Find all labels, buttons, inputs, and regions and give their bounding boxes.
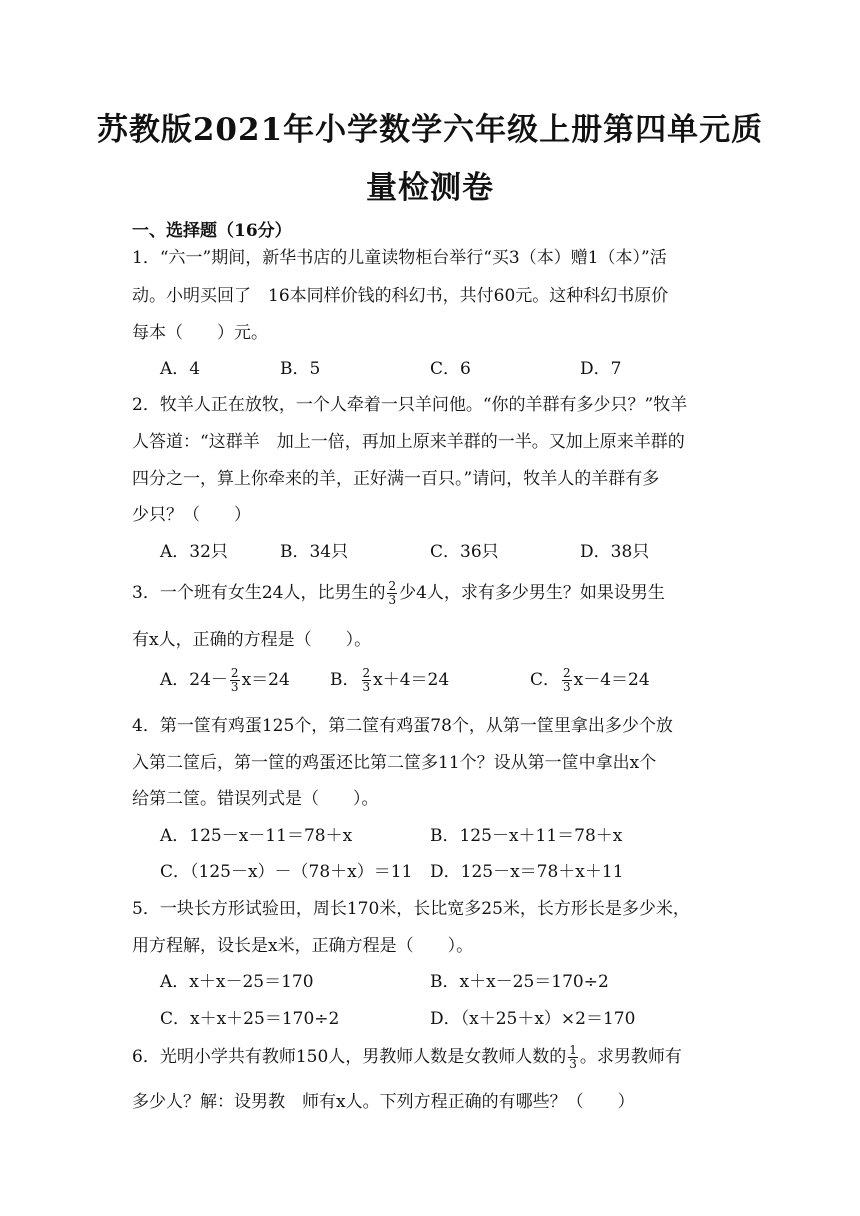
q3-option-a bbox=[160, 665, 290, 694]
q3-option-a-fraction-denominator: 3 bbox=[230, 680, 239, 694]
q4-line-2: 入第二筐后，第一筐的鸡蛋还比第二筐多11个？设从第一筐中拿出x个 bbox=[132, 753, 657, 773]
q5-line-1: 5．一块长方形试验田，周长170米，长比宽多25米，长方形长是多少米， bbox=[132, 899, 690, 919]
q3-option-a-fraction bbox=[230, 667, 240, 694]
q3-option-c bbox=[530, 665, 650, 694]
q5-option-b: B．x＋x－25＝170÷2 bbox=[430, 972, 609, 992]
q2-option-d: D．38只 bbox=[580, 542, 650, 562]
q3-option-a-suffix: x＝24 bbox=[241, 670, 290, 690]
q1-option-a: A．4 bbox=[160, 359, 201, 379]
document-title-line-2: 量检测卷 bbox=[366, 170, 494, 206]
section-heading-choice: 一、选择题（16分） bbox=[132, 221, 292, 241]
q4-line-3: 给第二筐。错误列式是（ ）。 bbox=[132, 789, 379, 809]
q1-option-c: C．6 bbox=[430, 359, 471, 379]
q3-option-c-suffix: x－4＝24 bbox=[573, 670, 650, 690]
q2-line-2: 人答道：“这群羊 加上一倍，再加上原来羊群的一半。又加上原来羊群的 bbox=[132, 432, 685, 452]
q3-option-c-fraction bbox=[562, 667, 572, 694]
q3-option-a-fraction-numerator: 2 bbox=[230, 666, 239, 680]
q5-option-d: D．（x＋25＋x）×2＝170 bbox=[430, 1009, 636, 1029]
q3-line-1 bbox=[132, 578, 665, 607]
q4-option-b: B．125－x＋11＝78＋x bbox=[430, 826, 623, 846]
q3-option-a-prefix: A．24－ bbox=[160, 670, 228, 690]
q6-fraction-denominator: 3 bbox=[569, 1057, 577, 1071]
q6-text-before-fraction: 6．光明小学共有教师150人，男教师人数是女教师人数的 bbox=[132, 1047, 567, 1067]
q1-line-2: 动。小明买回了 16本同样价钱的科幻书，共付60元。这种科幻书原价 bbox=[132, 286, 669, 306]
q3-option-b-fraction bbox=[362, 667, 372, 694]
q3-option-b-prefix: B． bbox=[330, 670, 360, 690]
document-title-line-1: 苏教版2021年小学数学六年级上册第四单元质 bbox=[96, 112, 764, 148]
q4-line-1: 4．第一筐有鸡蛋125个，第二筐有鸡蛋78个，从第一筐里拿出多少个放 bbox=[132, 716, 673, 736]
q4-option-d: D．125－x＝78＋x＋11 bbox=[430, 862, 624, 882]
q6-line-2: 多少人？解：设男教 师有x人。下列方程正确的有哪些？（ ） bbox=[132, 1092, 635, 1112]
q6-fraction-numerator: 1 bbox=[569, 1043, 577, 1057]
q2-line-1: 2．牧羊人正在放牧，一个人牵着一只羊问他。“你的羊群有多少只？”牧羊 bbox=[132, 395, 688, 415]
q5-option-c: C．x＋x＋25＝170÷2 bbox=[160, 1009, 340, 1029]
q1-line-1: 1．“六一”期间，新华书店的儿童读物柜台举行“买3（本）赠1（本）”活 bbox=[132, 248, 667, 268]
q3-option-c-fraction-denominator: 3 bbox=[563, 680, 571, 694]
q3-option-b-suffix: x＋4＝24 bbox=[373, 670, 450, 690]
q3-fraction-numerator: 2 bbox=[388, 579, 397, 593]
q6-line-1 bbox=[132, 1042, 682, 1071]
q3-option-b-fraction-denominator: 3 bbox=[362, 680, 371, 694]
q1-option-b: B．5 bbox=[280, 359, 321, 379]
q3-option-b bbox=[330, 665, 449, 694]
q2-option-b: B．34只 bbox=[280, 542, 349, 562]
q1-option-d: D．7 bbox=[580, 359, 622, 379]
q6-text-after-fraction: 。求男教师有 bbox=[579, 1047, 682, 1067]
q3-fraction bbox=[387, 580, 397, 607]
q3-text-before-fraction: 3．一个班有女生24人，比男生的 bbox=[132, 583, 386, 603]
q2-line-4: 少只？（ ） bbox=[132, 505, 251, 525]
q3-option-c-prefix: C． bbox=[530, 670, 561, 690]
q5-line-2: 用方程解，设长是x米，正确方程是（ ）。 bbox=[132, 936, 474, 956]
q1-line-3: 每本（ ）元。 bbox=[132, 323, 268, 343]
q3-line-2: 有x人，正确的方程是（ ）。 bbox=[132, 630, 372, 650]
q3-option-c-fraction-numerator: 2 bbox=[563, 666, 571, 680]
q2-option-c: C．36只 bbox=[430, 542, 499, 562]
q5-option-a: A．x＋x－25＝170 bbox=[160, 972, 314, 992]
q3-option-b-fraction-numerator: 2 bbox=[362, 666, 371, 680]
q2-line-3: 四分之一，算上你牵来的羊，正好满一百只。”请问，牧羊人的羊群有多 bbox=[132, 469, 660, 489]
q3-text-after-fraction: 少4人，求有多少男生？如果设男生 bbox=[399, 583, 665, 603]
q6-fraction bbox=[568, 1044, 578, 1071]
q2-option-a: A．32只 bbox=[160, 542, 228, 562]
q4-option-c: C．（125－x）－（78＋x）＝11 bbox=[160, 862, 413, 882]
q4-option-a: A．125－x－11＝78＋x bbox=[160, 826, 353, 846]
q3-fraction-denominator: 3 bbox=[388, 593, 397, 607]
